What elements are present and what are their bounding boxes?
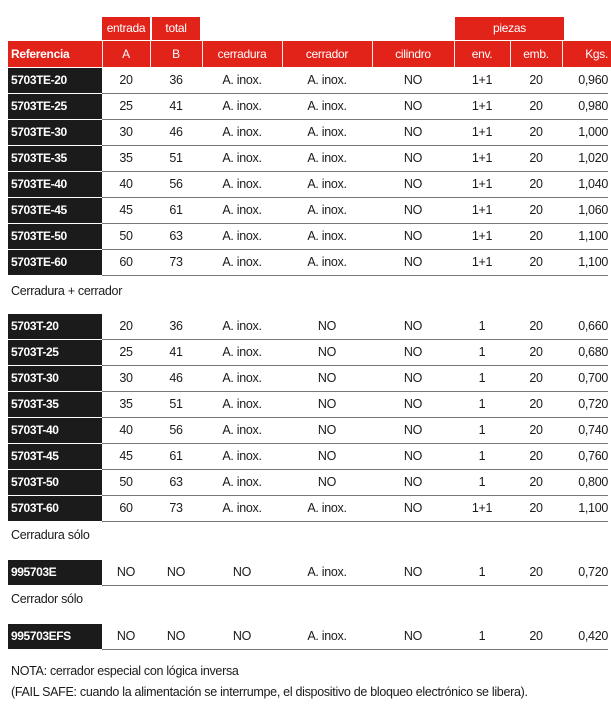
header-piezas: piezas xyxy=(455,17,564,40)
cell-cerradura: A. inox. xyxy=(222,475,262,489)
cell-emb: 20 xyxy=(529,423,543,437)
cell-cerrador: NO xyxy=(317,397,337,411)
cell-a: 30 xyxy=(119,371,133,385)
cell-a: 20 xyxy=(119,73,133,87)
cell-cilindro: NO xyxy=(403,177,423,191)
header-divider xyxy=(510,41,511,67)
cell-emb: 20 xyxy=(529,345,543,359)
cell-cerrador: A. inox. xyxy=(307,177,347,191)
cell-a: 25 xyxy=(119,345,133,359)
cell-cilindro: NO xyxy=(403,229,423,243)
table-row xyxy=(0,146,611,172)
cell-kgs: 1,000 xyxy=(578,125,608,139)
ref-cell: 5703TE-25 xyxy=(8,94,102,119)
cell-cilindro: NO xyxy=(403,629,423,643)
cell-a: 30 xyxy=(119,125,133,139)
table-row xyxy=(0,198,611,224)
cell-b: 73 xyxy=(169,255,183,269)
cell-emb: 20 xyxy=(529,397,543,411)
cell-cerradura: A. inox. xyxy=(222,99,262,113)
cell-env: 1+1 xyxy=(471,73,493,87)
cell-emb: 20 xyxy=(529,177,543,191)
ref-cell: 5703TE-20 xyxy=(8,68,102,93)
ref-cell: 5703TE-40 xyxy=(8,172,102,197)
cell-b: 46 xyxy=(169,125,183,139)
cell-kgs: 1,100 xyxy=(578,501,608,515)
cell-cerrador: NO xyxy=(317,345,337,359)
cell-b: 41 xyxy=(169,345,183,359)
row-divider xyxy=(102,275,608,276)
cell-kgs: 1,020 xyxy=(578,151,608,165)
ref-cell: 5703T-45 xyxy=(8,444,102,469)
cell-a: 25 xyxy=(119,99,133,113)
cell-b: 46 xyxy=(169,371,183,385)
cell-emb: 20 xyxy=(529,229,543,243)
cell-cerradura: A. inox. xyxy=(222,151,262,165)
cell-emb: 20 xyxy=(529,203,543,217)
cell-a: NO xyxy=(116,565,136,579)
cell-b: 56 xyxy=(169,423,183,437)
cell-a: 35 xyxy=(119,151,133,165)
table-row xyxy=(0,224,611,250)
section-label: Cerradura + cerrador xyxy=(11,284,123,298)
cell-cerrador: NO xyxy=(317,475,337,489)
cell-env: 1+1 xyxy=(471,501,493,515)
cell-a: 50 xyxy=(119,475,133,489)
cell-a: 50 xyxy=(119,229,133,243)
cell-b: 36 xyxy=(169,319,183,333)
ref-cell: 5703T-25 xyxy=(8,340,102,365)
cell-cilindro: NO xyxy=(403,345,423,359)
cell-b: 61 xyxy=(169,449,183,463)
cell-a: 60 xyxy=(119,501,133,515)
cell-cilindro: NO xyxy=(403,565,423,579)
row-divider xyxy=(102,585,608,586)
cell-cerrador: A. inox. xyxy=(307,565,347,579)
cell-env: 1+1 xyxy=(471,255,493,269)
cell-emb: 20 xyxy=(529,565,543,579)
table-row xyxy=(0,172,611,198)
cell-a: NO xyxy=(116,629,136,643)
table-row xyxy=(0,68,611,94)
cell-cilindro: NO xyxy=(403,397,423,411)
cell-cerrador: NO xyxy=(317,319,337,333)
cell-b: 51 xyxy=(169,151,183,165)
col-cilindro: cilindro xyxy=(395,47,431,61)
cell-env: 1 xyxy=(478,475,486,489)
header-divider xyxy=(372,41,373,67)
cell-cerrador: A. inox. xyxy=(307,151,347,165)
ref-cell: 5703T-30 xyxy=(8,366,102,391)
cell-kgs: 0,700 xyxy=(578,371,608,385)
cell-env: 1+1 xyxy=(471,203,493,217)
cell-emb: 20 xyxy=(529,99,543,113)
table-row xyxy=(0,366,611,392)
header-divider xyxy=(102,41,103,67)
ref-cell: 5703T-35 xyxy=(8,392,102,417)
cell-cerradura: A. inox. xyxy=(222,371,262,385)
cell-kgs: 1,100 xyxy=(578,229,608,243)
cell-cerradura: A. inox. xyxy=(222,203,262,217)
col-cerradura: cerradura xyxy=(217,47,267,61)
cell-cerradura: A. inox. xyxy=(222,501,262,515)
cell-cilindro: NO xyxy=(403,151,423,165)
cell-env: 1+1 xyxy=(471,177,493,191)
cell-cilindro: NO xyxy=(403,125,423,139)
cell-a: 45 xyxy=(119,449,133,463)
cell-a: 45 xyxy=(119,203,133,217)
cell-cilindro: NO xyxy=(403,73,423,87)
cell-a: 20 xyxy=(119,319,133,333)
header-divider xyxy=(562,41,563,67)
cell-cilindro: NO xyxy=(403,475,423,489)
table-row xyxy=(0,340,611,366)
cell-kgs: 0,720 xyxy=(578,565,608,579)
cell-cilindro: NO xyxy=(403,203,423,217)
header-divider xyxy=(202,41,203,67)
cell-b: 56 xyxy=(169,177,183,191)
cell-b: 51 xyxy=(169,397,183,411)
cell-cerrador: A. inox. xyxy=(307,125,347,139)
cell-cilindro: NO xyxy=(403,319,423,333)
section-label: Cerradura sólo xyxy=(11,528,90,542)
cell-cerradura: A. inox. xyxy=(222,423,262,437)
ref-cell: 5703TE-60 xyxy=(8,250,102,275)
cell-cilindro: NO xyxy=(403,449,423,463)
ref-cell: 5703TE-45 xyxy=(8,198,102,223)
cell-env: 1 xyxy=(478,397,486,411)
cell-kgs: 1,060 xyxy=(578,203,608,217)
table-row xyxy=(0,496,611,522)
cell-cerradura: NO xyxy=(232,565,252,579)
note-line-1: NOTA: cerrador especial con lógica inversa xyxy=(11,664,239,678)
cell-cerradura: A. inox. xyxy=(222,73,262,87)
cell-cerrador: NO xyxy=(317,449,337,463)
header-total: total xyxy=(152,17,200,40)
cell-kgs: 0,680 xyxy=(578,345,608,359)
header-divider xyxy=(454,41,455,67)
cell-cerradura: A. inox. xyxy=(222,319,262,333)
cell-cilindro: NO xyxy=(403,501,423,515)
cell-emb: 20 xyxy=(529,319,543,333)
cell-kgs: 1,040 xyxy=(578,177,608,191)
cell-a: 40 xyxy=(119,177,133,191)
cell-b: NO xyxy=(166,565,186,579)
cell-emb: 20 xyxy=(529,255,543,269)
cell-cerradura: A. inox. xyxy=(222,255,262,269)
cell-cilindro: NO xyxy=(403,371,423,385)
table-row xyxy=(0,560,611,586)
cell-kgs: 0,660 xyxy=(578,319,608,333)
ref-cell: 5703T-50 xyxy=(8,470,102,495)
cell-cerrador: A. inox. xyxy=(307,99,347,113)
table-row xyxy=(0,120,611,146)
cell-env: 1 xyxy=(478,449,486,463)
ref-cell: 5703TE-35 xyxy=(8,146,102,171)
cell-cerradura: A. inox. xyxy=(222,125,262,139)
ref-cell: 5703T-20 xyxy=(8,314,102,339)
cell-emb: 20 xyxy=(529,629,543,643)
cell-env: 1+1 xyxy=(471,151,493,165)
ref-cell: 5703TE-50 xyxy=(8,224,102,249)
table-row xyxy=(0,250,611,276)
table-row xyxy=(0,392,611,418)
cell-kgs: 1,100 xyxy=(578,255,608,269)
cell-b: NO xyxy=(166,629,186,643)
cell-cilindro: NO xyxy=(403,255,423,269)
cell-emb: 20 xyxy=(529,125,543,139)
cell-cilindro: NO xyxy=(403,423,423,437)
cell-a: 35 xyxy=(119,397,133,411)
cell-cerrador: NO xyxy=(317,371,337,385)
cell-kgs: 0,720 xyxy=(578,397,608,411)
cell-cerrador: A. inox. xyxy=(307,229,347,243)
cell-b: 41 xyxy=(169,99,183,113)
ref-cell: 5703T-40 xyxy=(8,418,102,443)
col-emb: emb. xyxy=(523,47,549,61)
cell-emb: 20 xyxy=(529,501,543,515)
cell-cerrador: A. inox. xyxy=(307,255,347,269)
cell-env: 1+1 xyxy=(471,125,493,139)
cell-env: 1+1 xyxy=(471,99,493,113)
table-row xyxy=(0,94,611,120)
cell-cerradura: A. inox. xyxy=(222,449,262,463)
cell-cerradura: NO xyxy=(232,629,252,643)
cell-kgs: 0,800 xyxy=(578,475,608,489)
header-divider xyxy=(282,41,283,67)
cell-kgs: 0,980 xyxy=(578,99,608,113)
cell-emb: 20 xyxy=(529,449,543,463)
cell-env: 1 xyxy=(478,345,486,359)
col-kgs: Kgs. xyxy=(585,47,608,61)
row-divider xyxy=(102,521,608,522)
cell-emb: 20 xyxy=(529,73,543,87)
cell-kgs: 0,420 xyxy=(578,629,608,643)
note-line-2: (FAIL SAFE: cuando la alimentación se interrumpe, el dispositivo de bloqueo electrónico se libera). xyxy=(11,685,528,699)
cell-env: 1+1 xyxy=(471,229,493,243)
cell-emb: 20 xyxy=(529,371,543,385)
cell-env: 1 xyxy=(478,423,486,437)
cell-a: 60 xyxy=(119,255,133,269)
cell-b: 73 xyxy=(169,501,183,515)
col-referencia: Referencia xyxy=(11,47,70,61)
cell-cerrador: A. inox. xyxy=(307,501,347,515)
row-divider xyxy=(102,649,608,650)
cell-cerrador: A. inox. xyxy=(307,203,347,217)
table-row xyxy=(0,470,611,496)
table-row xyxy=(0,314,611,340)
cell-emb: 20 xyxy=(529,475,543,489)
cell-env: 1 xyxy=(478,629,486,643)
table-row xyxy=(0,624,611,650)
ref-cell: 995703EFS xyxy=(8,624,102,649)
cell-cerrador: A. inox. xyxy=(307,73,347,87)
header-entrada: entrada xyxy=(102,17,150,40)
table-row xyxy=(0,418,611,444)
cell-env: 1 xyxy=(478,371,486,385)
cell-cerradura: A. inox. xyxy=(222,229,262,243)
section-label: Cerrador sólo xyxy=(11,592,83,606)
cell-cilindro: NO xyxy=(403,99,423,113)
col-b: B xyxy=(172,47,180,61)
cell-env: 1 xyxy=(478,565,486,579)
cell-env: 1 xyxy=(478,319,486,333)
ref-cell: 5703TE-30 xyxy=(8,120,102,145)
ref-cell: 5703T-60 xyxy=(8,496,102,521)
cell-kgs: 0,760 xyxy=(578,449,608,463)
col-a: A xyxy=(122,47,130,61)
cell-cerradura: A. inox. xyxy=(222,177,262,191)
col-env: env. xyxy=(471,47,493,61)
cell-b: 63 xyxy=(169,475,183,489)
cell-b: 36 xyxy=(169,73,183,87)
ref-cell: 995703E xyxy=(8,560,102,585)
header-divider xyxy=(150,41,151,67)
table-row xyxy=(0,444,611,470)
cell-b: 61 xyxy=(169,203,183,217)
cell-kgs: 0,740 xyxy=(578,423,608,437)
cell-emb: 20 xyxy=(529,151,543,165)
cell-cerradura: A. inox. xyxy=(222,345,262,359)
cell-a: 40 xyxy=(119,423,133,437)
col-cerrador: cerrador xyxy=(305,47,349,61)
cell-kgs: 0,960 xyxy=(578,73,608,87)
cell-cerrador: NO xyxy=(317,423,337,437)
cell-cerradura: A. inox. xyxy=(222,397,262,411)
cell-b: 63 xyxy=(169,229,183,243)
cell-cerrador: A. inox. xyxy=(307,629,347,643)
